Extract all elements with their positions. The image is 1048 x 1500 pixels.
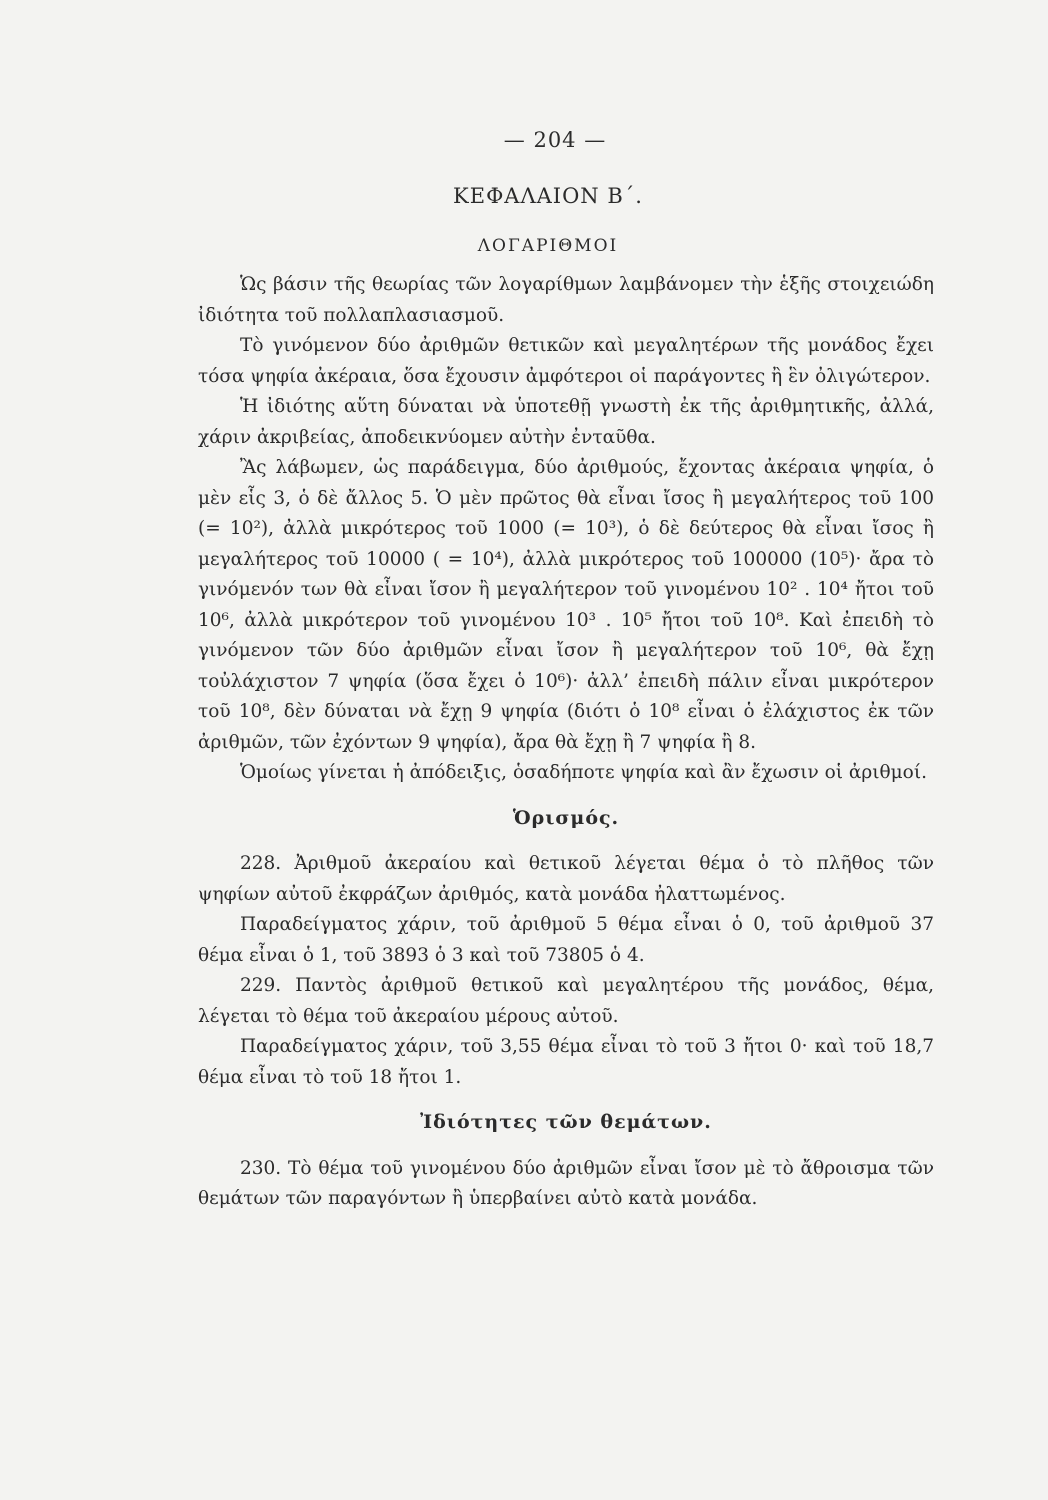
paragraph: Παραδείγματος χάριν, τοῦ ἀριθμοῦ 5 θέμα εἶναι ὁ 0, τοῦ ἀριθμοῦ 37 θέμα εἶναι ὁ 1, τοῦ 3893 ὁ 3 καὶ τοῦ 73805 ὁ 4. [198, 914, 934, 966]
subheading-definition: Ὁρισμός. [512, 806, 620, 829]
paragraph: Ἂς λάβωμεν, ὡς παράδειγμα, δύο ἀριθμούς, ἔχοντας ἀκέραια ψηφία, ὁ μὲν εἷς 3, ὁ δὲ ἄλλος 5. Ὁ μὲν πρῶτος θὰ εἶναι ἴσος ἢ μεγαλήτερος τοῦ 100 (= 10²), ἀλλὰ μικρότερος τοῦ 1000 (= 10³), ὁ δὲ δεύτερος θὰ εἶναι ἴσος ἢ μεγαλήτερος τοῦ 10000 ( = 10⁴), ἀλλὰ μικρότερος τοῦ 100000 (10⁵)· ἄρα τὸ γινόμενόν των θὰ εἶναι ἴσον ἢ μεγαλήτερον τοῦ γινομένου 10² . 10⁴ ἤτοι τοῦ 10⁶, ἀλλὰ μικρότερον τοῦ γινομένου 10³ . 10⁵ ἤτοι τοῦ 10⁸. Καὶ ἐπειδὴ τὸ γινόμενον τῶν δύο ἀριθμῶν εἶναι ἴσον ἢ μεγαλήτερον τοῦ 10⁶, θὰ ἔχῃ τοὐλάχιστον 7 ψηφία (ὅσα ἔχει ὁ 10⁶)· ἀλλ’ ἐπειδὴ πάλιν εἶναι μικρότερον τοῦ 10⁸, δὲν δύναται νὰ ἔχῃ 9 ψηφία (διότι ὁ 10⁸ εἶναι ὁ ἐλάχιστος ἐκ τῶν ἀριθμῶν, τῶν ἐχόντων 9 ψηφία), ἄρα θὰ ἔχῃ ἢ 7 ψηφία ἢ 8. [198, 457, 934, 753]
subheading-properties: Ἰδιότητες τῶν θεμάτων. [420, 1111, 712, 1133]
paragraph: 229. Παντὸς ἀριθμοῦ θετικοῦ καὶ μεγαλητέρου τῆς μονάδος, θέμα, λέγεται τὸ θέμα τοῦ ἀκεραίου μέρους αὐτοῦ. [198, 975, 934, 1027]
chapter-title: ΚΕΦΑΛΑΙΟΝ Β΄. [453, 184, 643, 208]
paragraph: 230. Τὸ θέμα τοῦ γινομένου δύο ἀριθμῶν εἶναι ἴσον μὲ τὸ ἄθροισμα τῶν θεμάτων τῶν παραγόντων ἢ ὑπερβαίνει αὐτὸ κατὰ μονάδα. [198, 1157, 934, 1209]
page-number: — 204 — [503, 128, 607, 152]
section-title: ΛΟΓΑΡΙΘΜΟΙ [477, 236, 619, 256]
paragraph: Ὁμοίως γίνεται ἡ ἀπόδειξις, ὁσαδήποτε ψηφία καὶ ἂν ἔχωσιν οἱ ἀριθμοί. [240, 762, 927, 783]
paragraph: Ἡ ἰδιότης αὕτη δύναται νὰ ὑποτεθῇ γνωστὴ ἐκ τῆς ἀριθμητικῆς, ἀλλά, χάριν ἀκριβείας, ἀποδεικνύομεν αὐτὴν ἐνταῦθα. [198, 396, 934, 448]
paragraph: Ὡς βάσιν τῆς θεωρίας τῶν λογαρίθμων λαμβάνομεν τὴν ἑξῆς στοιχειώδη ἰδιότητα τοῦ πολλαπλασιασμοῦ. [198, 274, 934, 326]
paragraph: Παραδείγματος χάριν, τοῦ 3,55 θέμα εἶναι τὸ τοῦ 3 ἤτοι 0· καὶ τοῦ 18,7 θέμα εἶναι τὸ τοῦ 18 ἤτοι 1. [198, 1036, 934, 1088]
paragraph: Τὸ γινόμενον δύο ἀριθμῶν θετικῶν καὶ μεγαλητέρων τῆς μονάδος ἔχει τόσα ψηφία ἀκέραια, ὅσα ἔχουσιν ἀμφότεροι οἱ παράγοντες ἢ ἓν ὀλιγώτερον. [198, 335, 934, 387]
paragraph: 228. Ἀριθμοῦ ἀκεραίου καὶ θετικοῦ λέγεται θέμα ὁ τὸ πλῆθος τῶν ψηφίων αὐτοῦ ἐκφράζων ἀριθμός, κατὰ μονάδα ἠλαττωμένος. [198, 853, 934, 905]
body-text [198, 270, 934, 1215]
